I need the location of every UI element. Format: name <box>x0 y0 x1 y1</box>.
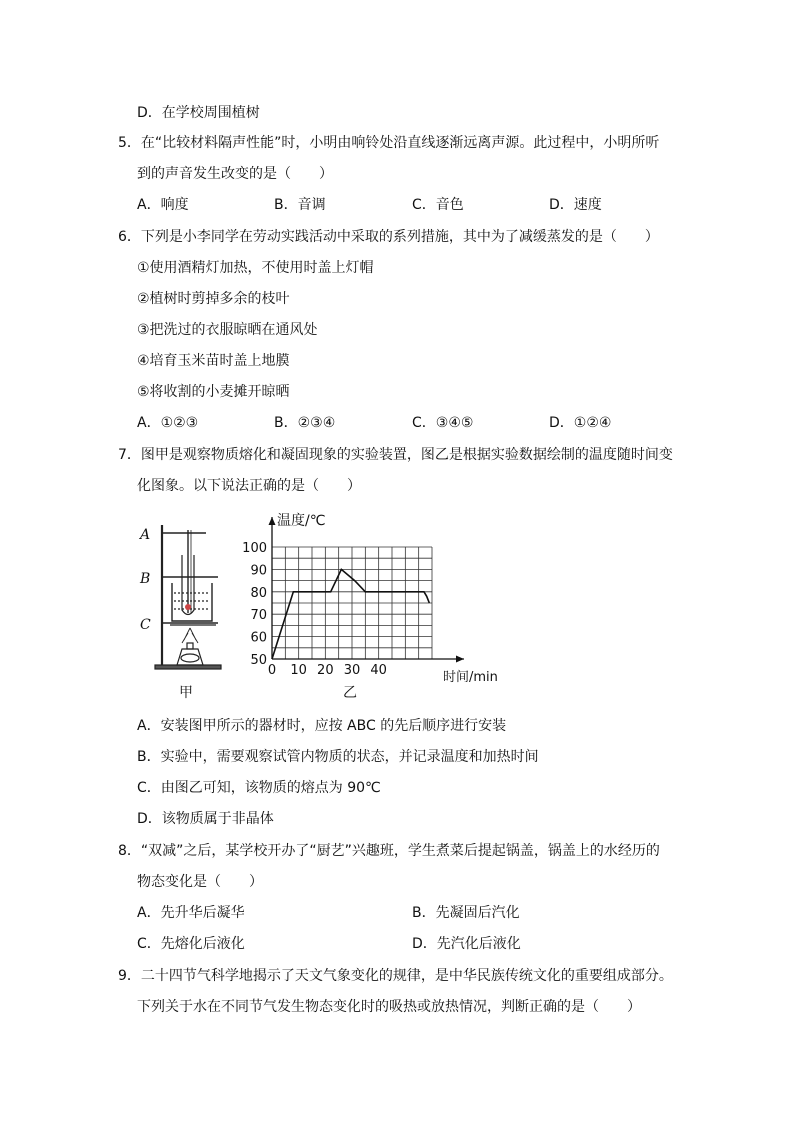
x-tick-label: 30 <box>343 663 361 678</box>
q5-stem-line1: 5．在“比较材料隔声性能”时，小明由响铃处沿直线逐渐远离声源。此过程中，小明所听 <box>118 135 660 151</box>
q7-option-c: C．由图乙可知，该物质的熔点为 90℃ <box>137 780 381 796</box>
q4-option-d: D．在学校周围植树 <box>137 105 260 121</box>
q8-stem-line2: 物态变化是（ ） <box>137 874 263 890</box>
q7-option-a: A．安装图甲所示的器材时，应按 ABC 的先后顺序进行安装 <box>137 718 507 734</box>
q7-option-d: D．该物质属于非晶体 <box>137 811 274 827</box>
x-tick-label: 40 <box>370 663 387 678</box>
q8-option-a: A．先升华后凝华 <box>137 905 245 921</box>
q8-option-c: C．先熔化后液化 <box>137 936 245 952</box>
lab-apparatus-illustration <box>155 525 221 669</box>
y-tick-label: 70 <box>250 608 267 624</box>
q6-option-a: A．①②③ <box>137 415 199 431</box>
q6-item-2: ②植树时剪掉多余的枝叶 <box>137 291 290 307</box>
x-tick-label: 10 <box>290 663 307 678</box>
apparatus-label-c: C <box>140 617 151 633</box>
x-tick-label: 0 <box>267 663 277 678</box>
x-axis-arrow <box>456 656 464 663</box>
x-tick-label: 20 <box>317 663 334 678</box>
y-tick-label: 80 <box>250 585 267 601</box>
q7-stem-line2: 化图象。以下说法正确的是（ ） <box>137 478 361 494</box>
q6-stem-line1: 6．下列是小李同学在劳动实践活动中采取的系列措施，其中为了减缓蒸发的是（ ） <box>118 229 659 245</box>
q6-option-d: D．①②④ <box>549 415 612 431</box>
q9-stem-line1: 9．二十四节气科学地揭示了天文气象变化的规律，是中华民族传统文化的重要组成部分。 <box>118 968 673 984</box>
temperature-time-chart <box>242 517 464 678</box>
q7-stem-line1: 7．图甲是观察物质熔化和凝固现象的实验装置，图乙是根据实验数据绘制的温度随时间变 <box>118 447 673 463</box>
y-tick-label: 60 <box>250 630 267 646</box>
q7-figure <box>130 505 520 705</box>
y-tick-label: 50 <box>250 653 267 668</box>
y-tick-label: 100 <box>242 541 267 556</box>
q5-option-d: D．速度 <box>549 197 602 213</box>
chart-x-axis-label: 时间/min <box>443 670 498 685</box>
q6-item-5: ⑤将收割的小麦摊开晾晒 <box>137 384 290 400</box>
q5-option-c: C．音色 <box>412 197 464 213</box>
chart-y-axis-label: 温度/℃ <box>277 513 326 529</box>
q6-option-c: C．③④⑤ <box>412 415 474 431</box>
q6-option-b: B．②③④ <box>274 415 336 431</box>
apparatus-label-b: B <box>140 571 151 587</box>
q6-item-3: ③把洗过的衣服晾晒在通风处 <box>137 322 318 338</box>
figure-caption-jia: 甲 <box>179 685 193 701</box>
q5-stem-line2: 到的声音发生改变的是（ ） <box>137 166 333 182</box>
figure-caption-yi: 乙 <box>343 685 357 701</box>
apparatus-label-a: A <box>140 527 151 543</box>
q8-option-d: D．先汽化后液化 <box>412 936 521 952</box>
q6-item-1: ①使用酒精灯加热，不使用时盖上灯帽 <box>137 260 374 276</box>
q7-option-b: B．实验中，需要观察试管内物质的状态，并记录温度和加热时间 <box>137 749 539 765</box>
q5-option-b: B．音调 <box>274 197 326 213</box>
q8-option-b: B．先凝固后汽化 <box>412 905 520 921</box>
y-axis-arrow <box>269 517 276 525</box>
y-tick-label: 90 <box>250 563 267 579</box>
q5-option-a: A．响度 <box>137 197 189 213</box>
q8-stem-line1: 8．“双减”之后，某学校开办了“厨艺”兴趣班，学生煮菜后提起锅盖，锅盖上的水经历的 <box>118 843 660 859</box>
q9-stem-line2: 下列关于水在不同节气发生物态变化时的吸热或放热情况，判断正确的是（ ） <box>137 999 641 1015</box>
q6-item-4: ④培育玉米苗时盖上地膜 <box>137 353 290 369</box>
